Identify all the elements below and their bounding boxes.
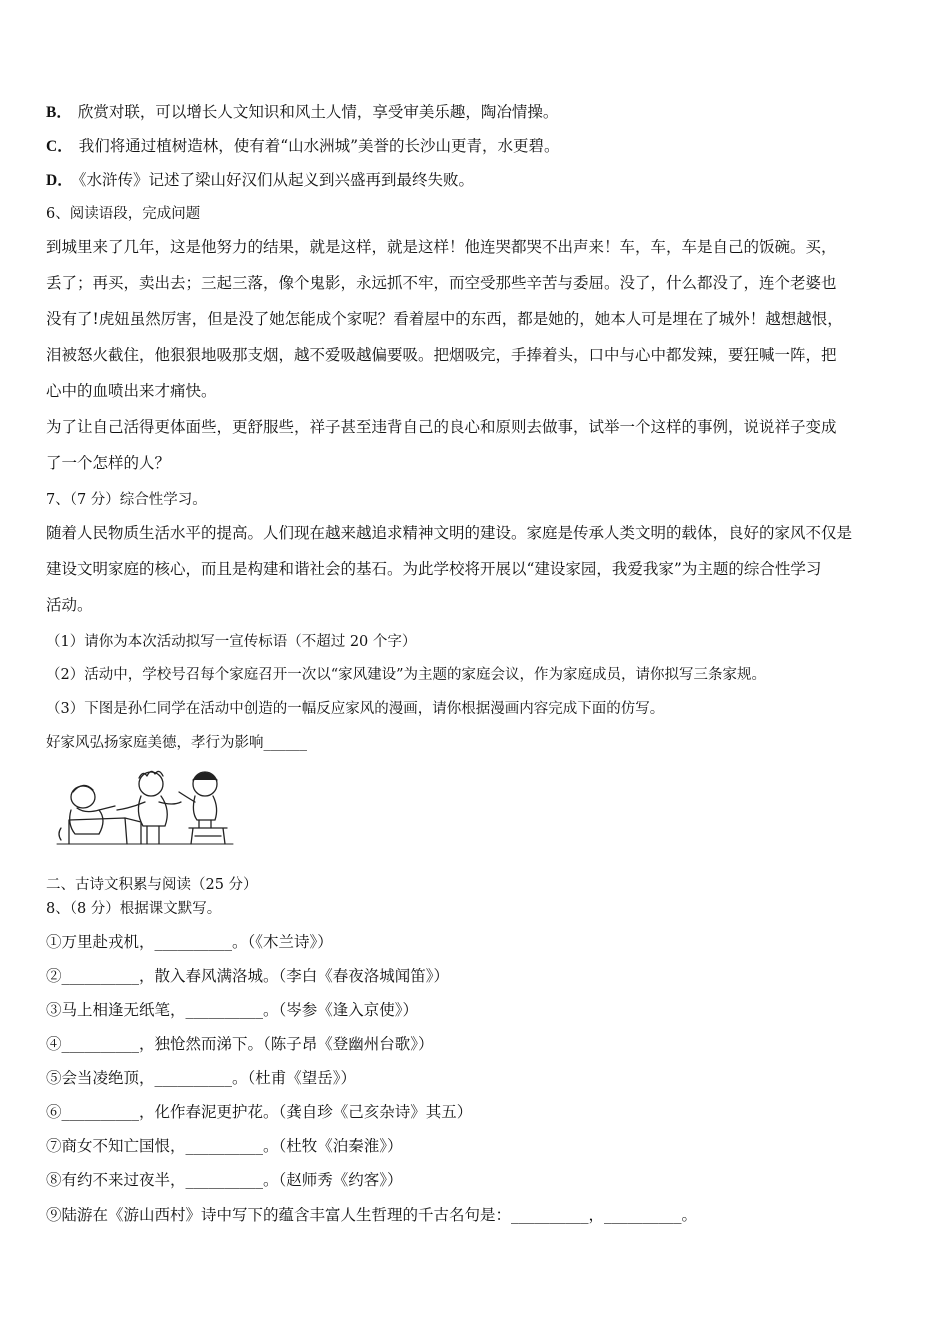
q7-sub2: （2）活动中，学校号召每个家庭召开一次以“家风建设”为主题的家庭会议，作为家庭成员，请你拟写三条家规。 xyxy=(46,667,767,683)
q7-sub3: （3）下图是孙仁同学在活动中创造的一幅反应家风的漫画，请你根据漫画内容完成下面的仿写。 xyxy=(46,701,665,717)
recite-item: ⑤会当凌绝顶，__________。（杜甫《望岳》） xyxy=(46,1069,357,1087)
question-line: 了一个怎样的人？ xyxy=(46,454,171,472)
option-label: D． xyxy=(46,172,73,189)
option-text: 《水浒传》记述了梁山好汉们从起义到兴盛再到最终失败。 xyxy=(78,171,474,189)
intro-line: 活动。 xyxy=(46,596,93,614)
recite-item: ①万里赴戎机，__________。（《木兰诗》） xyxy=(46,933,333,951)
q6-heading: 6、阅读语段，完成问题 xyxy=(46,206,201,222)
question-line: 为了让自己活得更体面些，更舒服些，祥子甚至违背自己的良心和原则去做事，试举一个这样的事例，说说祥子变成 xyxy=(46,418,837,436)
option-text: 我们将通过植树造林，使有着“山水洲城”美誉的长沙山更青，水更碧。 xyxy=(78,137,560,155)
cartoon-drawing xyxy=(55,762,240,852)
recite-item: ③马上相逢无纸笔，__________。（岑参《逢入京使》） xyxy=(46,1001,419,1019)
passage-line: 心中的血喷出来才痛快。 xyxy=(46,382,217,400)
passage-line: 丢了；再买，卖出去；三起三落，像个鬼影，永远抓不牢，而空受那些辛苦与委屈。没了，什么都没了，连个老婆也 xyxy=(46,274,837,292)
recite-item: ⑧有约不来过夜半，__________。（赵师秀《约客》） xyxy=(46,1171,403,1189)
q7-fill-line: 好家风弘扬家庭美德，孝行为影响______ xyxy=(46,735,307,751)
section2-title: 二、古诗文积累与阅读（25 分） xyxy=(46,877,258,893)
recite-item: ⑥__________，化作春泥更护花。（龚自珍《己亥杂诗》其五） xyxy=(46,1103,473,1121)
passage-line: 泪被怒火截住，他狠狠地吸那支烟，越不爱吸越偏要吸。把烟吸完，手捧着头，口中与心中都发辣，要狂喊一阵，把 xyxy=(46,346,837,364)
option-text: 欣赏对联，可以增长人文知识和风土人情，享受审美乐趣，陶冶情操。 xyxy=(77,103,559,121)
intro-line: 随着人民物质生活水平的提高。人们现在越来越追求精神文明的建设。家庭是传承人类文明的载体，良好的家风不仅是 xyxy=(46,524,853,542)
recite-item: ⑦商女不知亡国恨，__________。（杜牧《泊秦淮》） xyxy=(46,1137,403,1155)
intro-line: 建设文明家庭的核心，而且是构建和谐社会的基石。为此学校将开展以“建设家园，我爱我家”为主题的综合性学习 xyxy=(46,560,822,578)
recite-item: ②__________，散入春风满洛城。（李白《春夜洛城闻笛》） xyxy=(46,967,450,985)
recite-item: ⑨陆游在《游山西村》诗中写下的蕴含丰富人生哲理的千古名句是：__________，__________。 xyxy=(46,1206,698,1224)
option-label: B． xyxy=(46,104,72,121)
option-label: C． xyxy=(46,138,73,155)
q7-heading: 7、（7 分）综合性学习。 xyxy=(46,492,207,508)
q6-passage xyxy=(46,229,906,481)
option-d xyxy=(46,170,474,191)
passage-line: 没有了!虎妞虽然厉害，但是没了她怎能成个家呢？看着屋中的东西，都是她的，她本人可是埋在了城外！越想越恨， xyxy=(46,310,843,328)
option-b xyxy=(46,102,558,123)
recite-item: ④__________，独怆然而涕下。（陈子昂《登幽州台歌》） xyxy=(46,1035,434,1053)
q7-sub1: （1）请你为本次活动拟写一宣传标语（不超过 20 个字） xyxy=(46,634,417,650)
passage-line: 到城里来了几年，这是他努力的结果，就是这样，就是这样！他连哭都哭不出声来！车，车，车是自己的饭碗。买， xyxy=(46,238,837,256)
q7-intro xyxy=(46,515,906,623)
q8-heading: 8、（8 分）根据课文默写。 xyxy=(46,901,222,917)
option-c xyxy=(46,136,560,157)
family-cartoon xyxy=(55,762,240,852)
